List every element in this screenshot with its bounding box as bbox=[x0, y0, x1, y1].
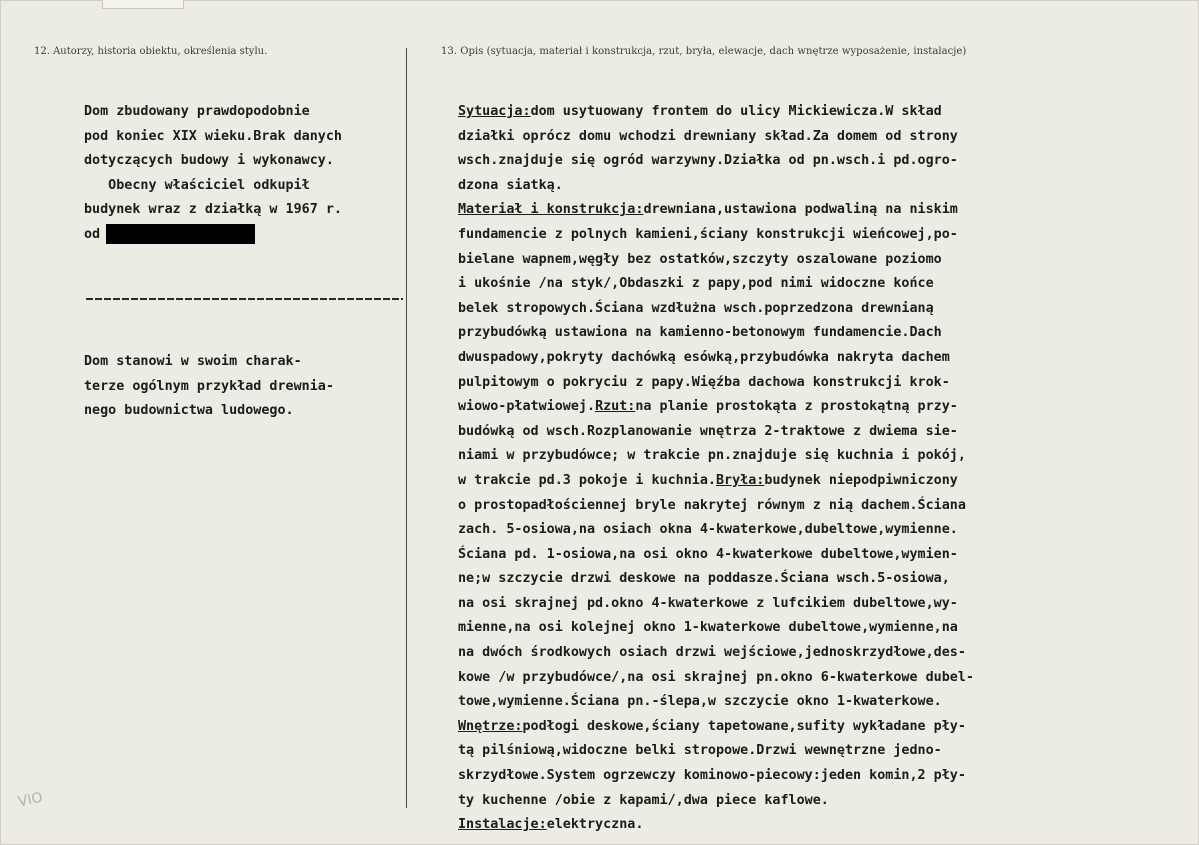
text-line bbox=[458, 371, 1193, 396]
text-line: budynek wraz z działką w 1967 r. bbox=[84, 202, 342, 218]
line-text: przybudówką ustawiona na kamienno-betonowym fundamencie.Dach bbox=[458, 325, 942, 341]
text-line bbox=[458, 494, 1193, 519]
section-label: Sytuacja: bbox=[458, 104, 531, 119]
line-text: i ukośnie /na styk/,Obdaszki z papy,pod nimi widoczne końce bbox=[458, 276, 934, 292]
line-text: elektryczna. bbox=[546, 817, 644, 833]
text-line: od bbox=[84, 223, 404, 248]
line-text: w trakcie pd.3 pokoje i kuchnia. bbox=[458, 472, 716, 488]
line-text: bielane wapnem,węgły bez ostatków,szczyty oszalowane poziomo bbox=[458, 251, 942, 267]
line-text: drewniana,ustawiona podwaliną na niskim bbox=[643, 202, 958, 218]
text-line bbox=[458, 125, 1193, 150]
line-text: podłogi deskowe,ściany tapetowane,sufity wykładane pły- bbox=[522, 718, 966, 734]
line-text: tą pilśniową,widoczne belki stropowe.Drzwi wewnętrzne jedno- bbox=[458, 743, 942, 759]
text-line bbox=[458, 518, 1193, 543]
text-line bbox=[458, 690, 1193, 715]
section-label: Materiał i konstrukcja: bbox=[458, 202, 644, 218]
text-line bbox=[458, 444, 1193, 469]
text-line bbox=[458, 149, 1193, 174]
line-text: dwuspadowy,pokryty dachówką esówką,przybudówka nakryta dachem bbox=[458, 349, 950, 365]
text-line bbox=[458, 567, 1193, 592]
text-line: Dom zbudowany prawdopodobnie bbox=[84, 104, 310, 119]
pencil-margin-note: VIO bbox=[16, 789, 45, 811]
section-label: Rzut: bbox=[595, 399, 636, 415]
line-text: na dwóch środkowych osiach drzwi wejściowe,jednoskrzydłowe,des- bbox=[458, 645, 966, 661]
dashed-separator bbox=[86, 298, 403, 300]
text-line bbox=[458, 174, 1193, 199]
line-text: belek stropowych.Ściana wzdłużna wsch.poprzedzona drewnianą bbox=[458, 300, 934, 316]
text-line bbox=[458, 321, 1193, 346]
text-line: nego budownictwa ludowego. bbox=[84, 403, 294, 419]
style-paragraph bbox=[84, 350, 404, 424]
text-line bbox=[458, 616, 1193, 641]
line-text: dzona siatką. bbox=[458, 177, 563, 193]
line-text: fundamencie z polnych kamieni,ściany konstrukcji wieńcowej,po- bbox=[458, 226, 958, 242]
text-line bbox=[458, 469, 1193, 494]
text-line bbox=[458, 272, 1193, 297]
text-line: terze ogólnym przykład drewnia- bbox=[84, 378, 334, 394]
text-line bbox=[458, 813, 1193, 838]
section-label: Wnętrze: bbox=[458, 718, 523, 734]
line-text: ty kuchenne /obie z kapami/,dwa piece kaflowe. bbox=[458, 792, 829, 808]
section-12-header: 12. Autorzy, historia obiektu, określenia stylu. bbox=[34, 46, 268, 57]
text-line bbox=[458, 198, 1193, 223]
text-line bbox=[458, 543, 1193, 568]
line-text: wsch.znajduje się ogród warzywny.Działka od pn.wsch.i pd.ogro- bbox=[458, 153, 958, 169]
text-line: Dom stanowi w swoim charak- bbox=[84, 354, 302, 369]
text-line bbox=[458, 641, 1193, 666]
line-text: niami w przybudówce; w trakcie pn.znajduje się kuchnia i pokój, bbox=[458, 448, 966, 464]
text-line: Obecny właściciel odkupił bbox=[84, 177, 310, 193]
line-text: dom usytuowany frontem do ulicy Mickiewicza.W skład bbox=[530, 104, 942, 119]
line-text: zach. 5-osiowa,na osiach okna 4-kwaterkowe,dubeltowe,wymienne. bbox=[458, 522, 958, 538]
line-text: działki oprócz domu wchodzi drewniany skład.Za domem od strony bbox=[458, 128, 958, 144]
line-text: mienne,na osi kolejnej okno 1-kwaterkowe dubeltowe,wymienne,na bbox=[458, 620, 958, 636]
text-line bbox=[458, 395, 1193, 420]
text-line: dotyczących budowy i wykonawcy. bbox=[84, 153, 334, 169]
line-text: na osi skrajnej pd.okno 4-kwaterkowe z lufcikiem dubeltowe,wy- bbox=[458, 595, 958, 611]
text-line bbox=[458, 346, 1193, 371]
section-label: Instalacje: bbox=[458, 817, 547, 833]
line-text: pulpitowym o pokryciu z papy.Więźba dachowa konstrukcji krok- bbox=[458, 374, 950, 390]
line-text: budówką od wsch.Rozplanowanie wnętrza 2-traktowe z dwiema sie- bbox=[458, 423, 958, 439]
section-label: Bryła: bbox=[715, 472, 765, 488]
text-line bbox=[458, 764, 1193, 789]
text-line bbox=[458, 100, 1193, 125]
text-line bbox=[458, 248, 1193, 273]
description-paragraph bbox=[458, 100, 1193, 838]
text-line bbox=[458, 592, 1193, 617]
text-line bbox=[458, 420, 1193, 445]
paper-tab bbox=[102, 0, 184, 9]
text-line bbox=[458, 297, 1193, 322]
text-line bbox=[458, 789, 1193, 814]
line-text: Ściana pd. 1-osiowa,na osi okno 4-kwaterkowe dubeltowe,wymien- bbox=[458, 546, 958, 562]
line-text: wiowo-płatwiowej. bbox=[458, 399, 596, 415]
line-text: towe,wymienne.Ściana pn.-ślepa,w szczycie okno 1-kwaterkowe. bbox=[458, 694, 942, 710]
line-text: o prostopadłościennej bryle nakrytej równym z nią dachem.Ściana bbox=[458, 497, 966, 513]
column-divider bbox=[406, 48, 407, 808]
redaction-bar bbox=[106, 224, 255, 244]
text-line bbox=[458, 666, 1193, 691]
line-text: ne;w szczycie drzwi deskowe na poddasze.Ściana wsch.5-osiowa, bbox=[458, 571, 950, 587]
line-text: budynek niepodpiwniczony bbox=[764, 472, 958, 488]
line-text: kowe /w przybudówce/,na osi skrajnej pn.okno 6-kwaterkowe dubel- bbox=[458, 669, 974, 685]
text-line: pod koniec XIX wieku.Brak danych bbox=[84, 128, 342, 144]
history-paragraph bbox=[84, 100, 404, 248]
section-13-header: 13. Opis (sytuacja, materiał i konstrukcja, rzut, bryła, elewacje, dach wnętrze wyposażenie, instalacje) bbox=[441, 46, 967, 57]
line-text: na planie prostokąta z prostokątną przy- bbox=[635, 399, 958, 415]
line-text: skrzydłowe.System ogrzewczy kominowo-piecowy:jeden komin,2 pły- bbox=[458, 768, 966, 784]
text-line bbox=[458, 739, 1193, 764]
text-line bbox=[458, 223, 1193, 248]
text-line bbox=[458, 715, 1193, 740]
